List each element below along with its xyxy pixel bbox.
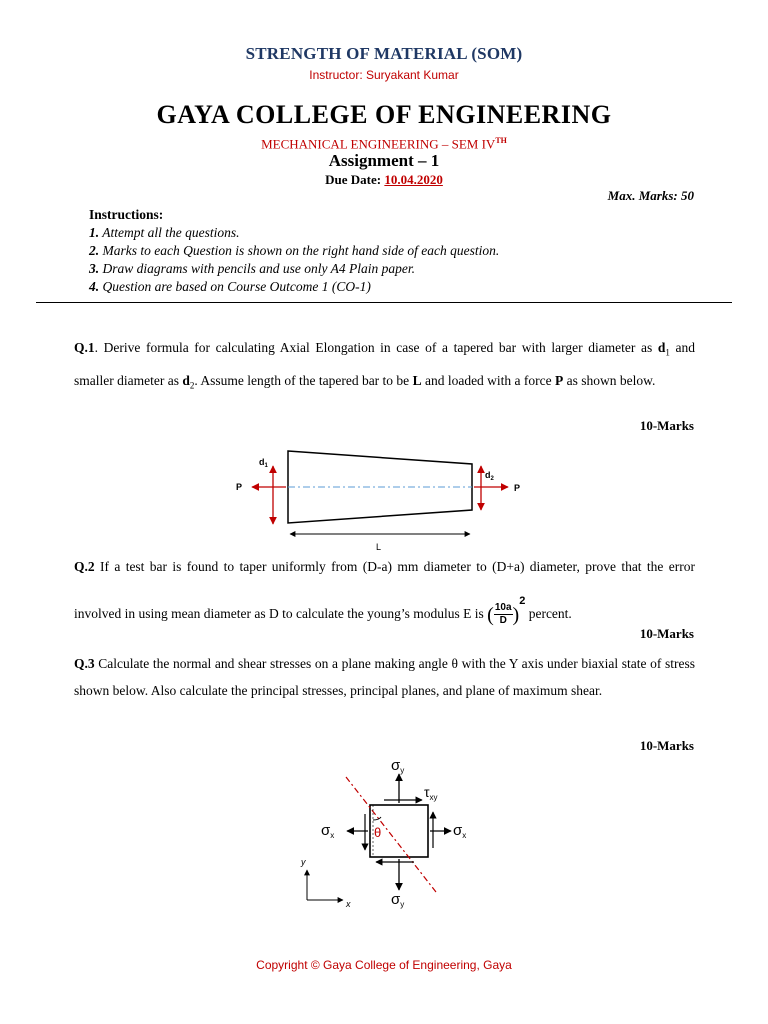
length-label: L bbox=[376, 542, 382, 552]
inclined-plane bbox=[346, 777, 436, 892]
error-fraction: $\frac{10a}{D}$ bbox=[494, 602, 512, 627]
y-axis-label: y bbox=[301, 857, 306, 867]
tau-label: $\tau_{xy}$ bbox=[424, 784, 438, 802]
theta-label: θ bbox=[374, 825, 382, 840]
force-label-left: P bbox=[236, 482, 243, 492]
question-3: Q.3 Calculate the normal and shear stresses on a plane making angle θ with the Y axis under biaxial state of stress shown below. Also calculate the principal stresses, principal planes, and plane of maximum shear. bbox=[74, 656, 695, 698]
question-label: Q.3 bbox=[74, 656, 95, 671]
question-2: Q.2 If a test bar is found to taper uniformly from (D-a) mm diameter to (D+a) diameter, prove that the error involved in using mean diameter as D to calculate the young’s modulus E is ( $\frac{10a}{D}$ )$^2$ percent. bbox=[74, 559, 695, 627]
instructions-heading: Instructions: bbox=[89, 207, 164, 222]
marks-label: 10-Marks bbox=[639, 626, 694, 641]
force-label-right: P bbox=[514, 483, 521, 493]
sigma-x-right-label: $\sigma_x$ bbox=[453, 822, 467, 840]
marks-label: 10-Marks bbox=[639, 738, 694, 753]
instruction-item: 2. Marks to each Question is shown on the right hand side of each question. bbox=[89, 243, 500, 258]
max-marks: Max. Marks: 50 bbox=[607, 188, 694, 203]
question-1: Q.1. Derive formula for calculating Axial Elongation in case of a tapered bar with larger diameter as $d_1$ and smaller diameter as $d_2$. Assume length of the tapered bar to be L and loaded with a force P as shown below. bbox=[74, 340, 695, 391]
college-name: GAYA COLLEGE OF ENGINEERING bbox=[156, 100, 612, 129]
department-sup: TH bbox=[495, 136, 507, 145]
instruction-item: 4. Question are based on Course Outcome 1 (CO-1) bbox=[89, 279, 371, 294]
sigma-x-left-label: $\sigma_x$ bbox=[321, 822, 335, 840]
d1-label: $d_1$ bbox=[259, 457, 268, 469]
due-date bbox=[0, 172, 768, 188]
d2-label: $d_2$ bbox=[485, 470, 494, 482]
x-axis-label: x bbox=[346, 899, 351, 909]
theta-arc bbox=[373, 817, 381, 820]
instruction-item: 3. Draw diagrams with pencils and use only A4 Plain paper. bbox=[89, 261, 415, 276]
due-date-value: 10.04.2020 bbox=[384, 172, 443, 187]
department-text: MECHANICAL ENGINEERING – SEM IV bbox=[261, 136, 496, 152]
footer-copyright: Copyright © Gaya College of Engineering, Gaya bbox=[256, 958, 512, 972]
course-title: STRENGTH OF MATERIAL (SOM) bbox=[245, 44, 523, 63]
instructions-block bbox=[89, 206, 499, 296]
stress-element-figure bbox=[290, 752, 480, 914]
sigma-y-bottom-label: $\sigma_y$ bbox=[391, 891, 405, 909]
department bbox=[0, 136, 768, 152]
assignment-title: Assignment – 1 bbox=[328, 151, 440, 170]
instruction-item: 1. Attempt all the questions. bbox=[89, 225, 240, 240]
question-label: Q.2 bbox=[74, 559, 95, 574]
marks-label: 10-Marks bbox=[639, 418, 694, 433]
tapered-bar-figure bbox=[230, 444, 530, 556]
due-label: Due Date: bbox=[325, 172, 385, 187]
instructor-name: Instructor: Suryakant Kumar bbox=[309, 68, 459, 82]
question-label: Q.1 bbox=[74, 340, 95, 355]
sigma-y-top-label: $\sigma_y$ bbox=[391, 757, 405, 775]
divider-line bbox=[36, 302, 732, 303]
